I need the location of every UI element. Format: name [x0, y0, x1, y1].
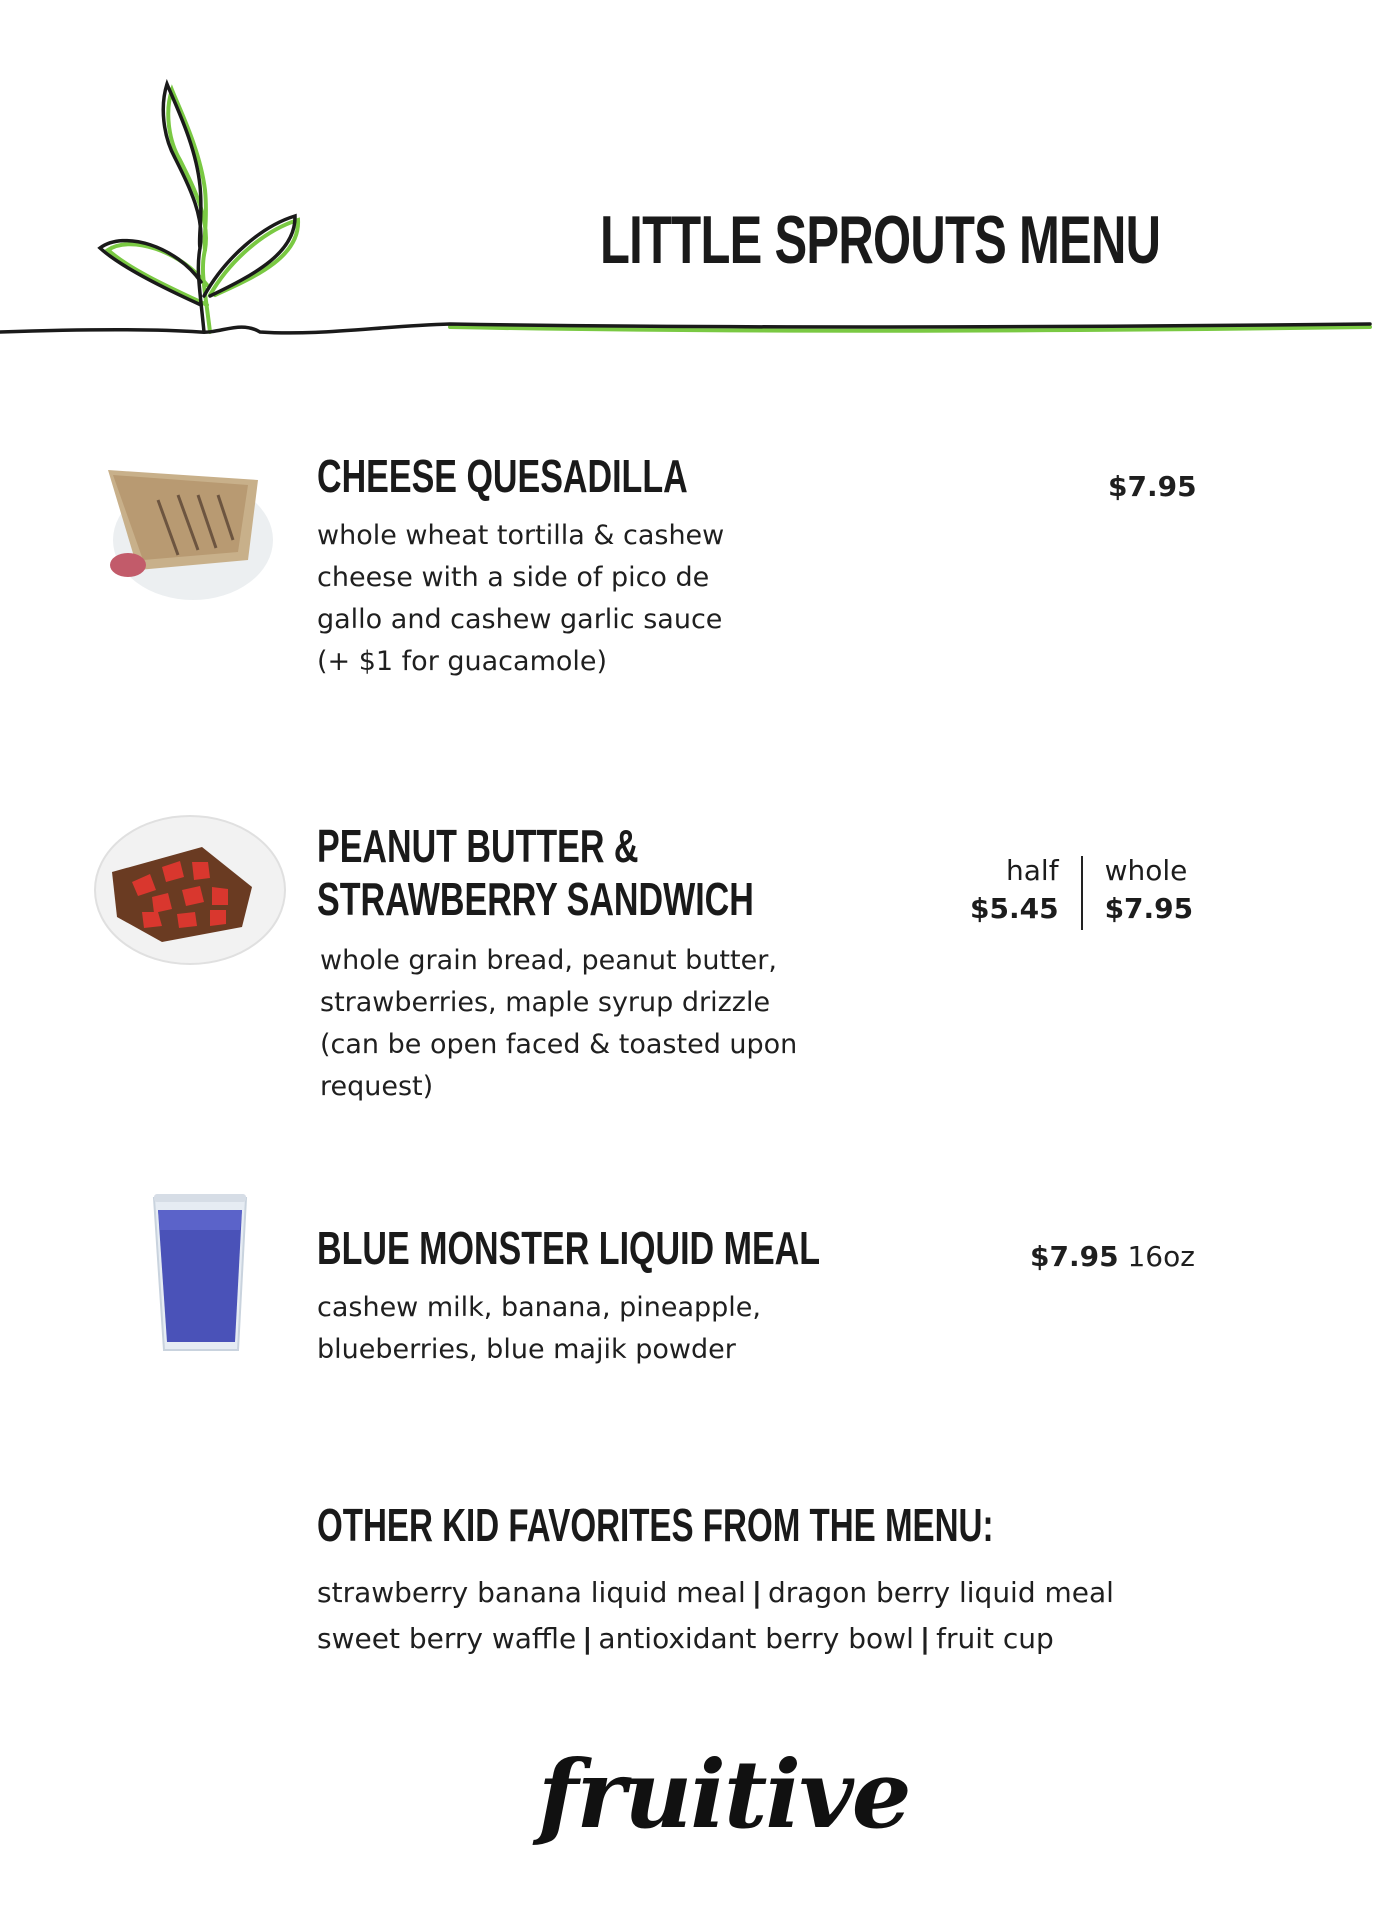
half-label: half: [1006, 854, 1059, 887]
item-description: whole grain bread, peanut butter, strawberries, maple syrup drizzle (can be open faced & toasted upon request): [320, 945, 798, 1102]
item-price: $7.95: [1108, 470, 1197, 503]
item-description: cashew milk, banana, pineapple, blueberries, blue majik powder: [317, 1292, 761, 1365]
list-item: fruit cup: [936, 1622, 1054, 1655]
other-favorites-heading: OTHER KID FAVORITES FROM THE MENU:: [317, 1499, 994, 1551]
item-description: whole wheat tortilla & cashew cheese with a side of pico de gallo and cashew garlic sauce (+ $1 for guacamole): [317, 520, 725, 677]
list-item: dragon berry liquid meal: [767, 1576, 1114, 1609]
whole-price: $7.95: [1104, 892, 1194, 925]
list-item: sweet berry waffle: [317, 1622, 577, 1655]
item-size: 16oz: [1127, 1240, 1195, 1273]
sandwich-photo-icon: [92, 812, 287, 967]
item-title-line1: PEANUT BUTTER &: [317, 820, 639, 872]
other-favorites-line: sweet berry waffle | antioxidant berry bowl | fruit cup: [317, 1622, 1054, 1655]
list-item: strawberry banana liquid meal: [317, 1576, 746, 1609]
item-title: CHEESE QUESADILLA: [317, 450, 688, 502]
brand-logo: fruitive: [538, 1740, 910, 1850]
other-favorites-line: strawberry banana liquid meal | dragon berry liquid meal: [317, 1576, 1114, 1609]
item-title: BLUE MONSTER LIQUID MEAL: [317, 1222, 821, 1274]
page-title: LITTLE SPROUTS MENU: [600, 202, 1161, 278]
item-price: $7.95 16oz: [1030, 1240, 1195, 1273]
item-title-line2: STRAWBERRY SANDWICH: [317, 873, 754, 925]
half-price: $5.45: [970, 892, 1059, 925]
half-whole-price: [970, 852, 1193, 930]
quesadilla-photo-icon: [98, 440, 268, 600]
smoothie-cup-photo-icon: [150, 1190, 250, 1360]
whole-label: whole: [1104, 854, 1188, 887]
list-item: antioxidant berry bowl: [598, 1622, 914, 1655]
